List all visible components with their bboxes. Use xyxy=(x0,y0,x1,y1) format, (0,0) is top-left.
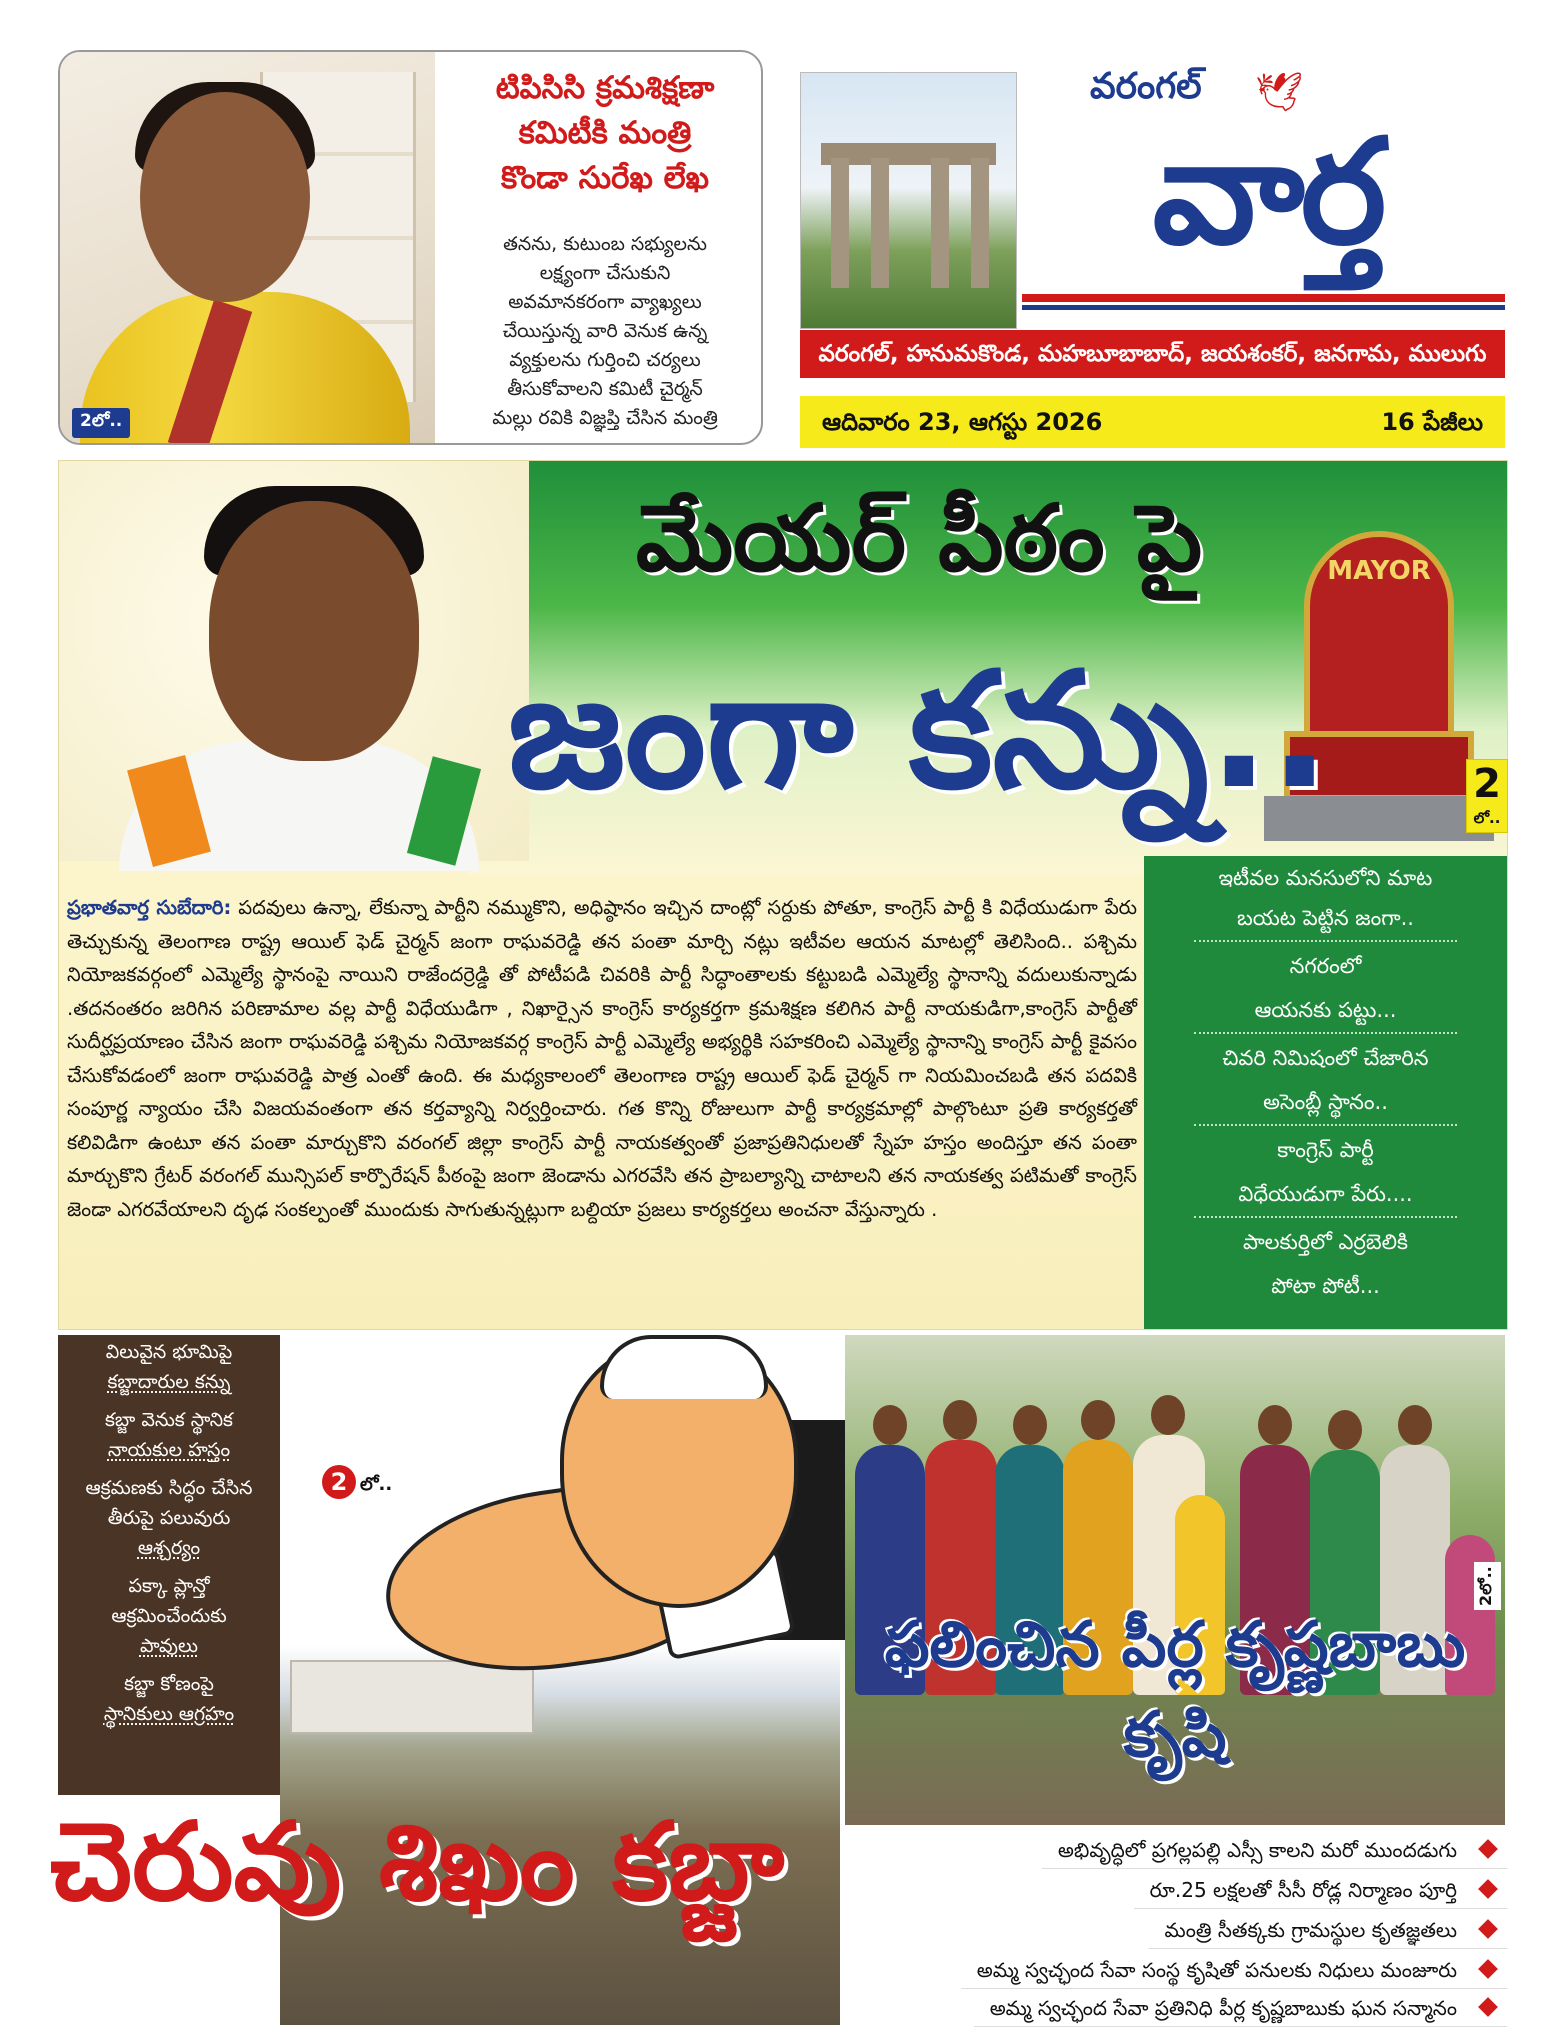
highlight-line: పోటా పోటీ... xyxy=(1271,1274,1380,1298)
page-ref-suffix: లో.. xyxy=(1473,809,1501,827)
page-count: 16 పేజీలు xyxy=(1381,408,1483,436)
bullet-text: అభివృద్ధిలో ప్రగల్లపల్లి ఎస్సీ కాలని మరో ముందడుగు xyxy=(1057,1838,1457,1862)
summary-line: అవమానకరంగా వ్యాఖ్యలు xyxy=(508,291,702,313)
headline-line: టిపిసిసి క్రమశిక్షణా xyxy=(495,70,715,106)
highlight-line: పాలకుర్తిలో ఎర్రబెలికి xyxy=(1243,1230,1408,1254)
mayor-label: MAYOR xyxy=(1327,556,1431,586)
masthead-kicker: వరంగల్ xyxy=(1090,66,1202,107)
top-story-summary xyxy=(455,230,755,433)
newspaper-title: వార్త xyxy=(1152,108,1383,277)
red-diamond-icon xyxy=(1478,1879,1498,1899)
encroachment-highlights xyxy=(58,1335,280,1795)
summary-line: లక్ష్యంగా చేసుకుని xyxy=(539,262,671,284)
divider xyxy=(1194,1124,1457,1126)
leader-photo xyxy=(59,461,529,861)
highlight-line: ఆక్రమించేందుకు xyxy=(111,1605,227,1627)
highlight-line: కాంగ్రెస్ పార్టీ xyxy=(1277,1138,1374,1162)
headline-line: కమిటీకి మంత్రి xyxy=(518,115,692,151)
highlight-line: ఆశ్చర్యం xyxy=(137,1537,201,1559)
bullet-text: అమ్మ స్వచ్ఛంద సేవా సంస్థ కృషితో పనులకు నిధులు మంజూరు xyxy=(976,1958,1457,1982)
highlight-line: పక్కా ప్లాన్తో xyxy=(128,1575,210,1597)
encroachment-page-ref[interactable] xyxy=(322,1465,392,1499)
divider xyxy=(1194,1216,1457,1218)
headline-line: కొండా సురేఖ లేఖ xyxy=(500,160,710,196)
highlight-line: కబ్జా వెనుక స్థానిక xyxy=(105,1409,233,1431)
lead-paragraph: పదవులు ఉన్నా, లేకున్నా పార్టీని నమ్ముకొని, అధిష్ఠానం ఇచ్చిన దాంట్లో సర్దుకు పోతూ, కాంగ్రెస్ పార్టీ కి విధేయుడుగా పేరు తెచ్చుకున్న తెలంగాణ రాష్ట్ర ఆయిల్ ఫెడ్ చైర్మన్ జంగా రాఘవరెడ్డి తన పంతా మార్చి నట్లు ఇటీవల ఆయన మాటల్లో తెలిసింది.. పశ్చిమ నియోజకవర్గంలో ఎమ్మెల్యే స్థానంపై నాయిని రాజేందర్రెడ్డి తో పోటీపడి చివరికి పార్టీ సిద్ధాంతాలకు కట్టుబడి ఎమ్మెల్యే స్థానాన్ని వదులుకున్నాడు .తదనంతరం జరిగిన పరిణామాల వల్ల పార్టీ విధేయుడిగా , నిఖార్సైన కాంగ్రెస్ కార్యకర్తగా క్రమశిక్షణ కలిగిన పార్టీ నాయకుడిగా,కాంగ్రెస్ పార్టీతో సుదీర్ఘప్రయాణం చేసిన జంగా రాఘవరెడ్డి పశ్చిమ నియోజకవర్గ కాంగ్రెస్ పార్టీ ఎమ్మెల్యే అభ్యర్థికి సహకరించి ఎమ్మెల్యే స్థానాన్ని కాంగ్రెస్ పార్టీ కైవసం చేసుకోవడంలో జంగా రాఘవరెడ్డి పాత్ర ఎంతో ఉంది. ఈ మధ్యకాలంలో తెలంగాణ రాష్ట్ర ఆయిల్ ఫెడ్ చైర్మన్ గా నియమించబడి తన పదవికి సంపూర్ణ న్యాయం చేసి విజయవంతంగా తన కర్తవ్యాన్ని నిర్వర్తించారు. గత కొన్ని రోజులుగా పార్టీ కార్యక్రమాల్లో పాల్గొంటూ ప్రతి కార్యకర్తతో కలివిడిగా ఉంటూ తన పంతా మార్చుకొని వరంగల్ జిల్లా కాంగ్రెస్ పార్టీ నాయకత్వంతో ప్రజాప్రతినిధులతో స్నేహ హస్తం అందిస్తూ తన పంతా మార్చుకొని గ్రేటర్ వరంగల్ మున్సిపల్ కార్పొరేషన్ పీఠంపై జంగా జెండాను ఎగరవేసి తన ప్రాబల్యాన్ని చాటాలని తన నాయకత్వ పటిమతో కాంగ్రెస్ జెండా ఎగరవేయాలని దృఢ సంకల్పంతో ముందుకు సాగుతున్నట్లుగా బల్దియా ప్రజలు కార్యకర్తలు అంచనా వేస్తున్నారు . xyxy=(67,896,1137,1221)
highlight-line: స్థానికులు ఆగ్రహం xyxy=(103,1703,235,1725)
top-story-page-ref[interactable]: 2లో.. xyxy=(72,408,130,438)
red-diamond-icon xyxy=(1478,1997,1498,2017)
byline: ప్రభాతవార్త సుబేదారి: xyxy=(67,896,232,919)
encroachment-headline[interactable]: చెరువు శిఖం కబ్జా xyxy=(50,1800,785,1925)
summary-line: తనను, కుటుంబ సభ్యులను xyxy=(503,233,707,255)
page-ref-number: 2 xyxy=(322,1465,356,1499)
masthead-rule xyxy=(1022,294,1505,302)
summary-line: వ్యక్తులను గుర్తించి చర్యలు xyxy=(509,349,701,371)
bullet-text: రూ.25 లక్షలతో సీసీ రోడ్ల నిర్మాణం పూర్తి xyxy=(1149,1878,1457,1902)
red-diamond-icon xyxy=(1478,1839,1498,1859)
highlight-line: చివరి నిమిషంలో చేజారిన xyxy=(1222,1046,1429,1070)
highlight-line: విధేయుడుగా పేరు.... xyxy=(1238,1182,1413,1206)
summary-line: మల్లు రవికి విజ్ఞప్తి చేసిన మంత్రి xyxy=(492,407,718,429)
bullet-point xyxy=(1042,1832,1507,1869)
lead-headline[interactable]: జంగా కన్ను.. xyxy=(507,637,1331,824)
lead-kicker: మేయర్ పీఠం పై xyxy=(635,485,1203,592)
date-bar xyxy=(800,396,1505,448)
divider xyxy=(1194,940,1457,942)
krishnababu-page-ref[interactable]: 2లో.. xyxy=(1474,1562,1501,1610)
lead-page-ref[interactable] xyxy=(1466,759,1508,833)
summary-line: చేయిస్తున్న వారి వెనుక ఉన్న xyxy=(502,320,708,342)
kakatiya-arch-photo xyxy=(800,72,1017,329)
highlight-line: ఇటీవల మనసులోని మాట xyxy=(1218,866,1433,890)
minister-photo xyxy=(60,52,435,445)
lead-highlights xyxy=(1144,856,1507,1329)
highlight-line: ఆయనకు పట్టు... xyxy=(1254,998,1397,1022)
edition-districts: వరంగల్, హనుమకొండ, మహబూబాబాద్, జయశంకర్, జనగామ, ములుగు xyxy=(800,330,1505,378)
highlight-line: విలువైన భూమిపై xyxy=(105,1341,233,1363)
bullet-text: అమ్మ స్వచ్ఛంద సేవా ప్రతినిధి పీర్ల కృష్ణబాబుకు ఘన సన్మానం xyxy=(989,1996,1457,2020)
highlight-line: అసెంబ్లీ స్థానం.. xyxy=(1263,1090,1388,1114)
highlight-line: ఆక్రమణకు సిద్ధం చేసిన xyxy=(85,1477,253,1499)
lead-body-text xyxy=(67,891,1137,1226)
highlight-line: పావులు xyxy=(139,1635,198,1657)
highlight-line: నగరంలో xyxy=(1289,954,1362,978)
bullet-point xyxy=(961,1952,1507,1989)
lead-story[interactable] xyxy=(58,460,1508,1330)
highlight-line: నాయకుల హస్తం xyxy=(107,1439,231,1461)
highlight-line: తీరుపై పలువురు xyxy=(107,1507,231,1529)
top-story-headline[interactable] xyxy=(455,66,755,201)
highlight-line: కబ్జా కోణంపై xyxy=(124,1673,214,1695)
masthead-rule xyxy=(1022,305,1505,310)
top-story-box[interactable] xyxy=(58,50,763,445)
red-diamond-icon xyxy=(1478,1919,1498,1939)
highlight-line: బయట పెట్టిన జంగా.. xyxy=(1237,906,1414,930)
bullet-point xyxy=(1149,1912,1507,1949)
summary-line: తీసుకోవాలని కమిటీ చైర్మన్ xyxy=(507,378,703,400)
red-diamond-icon xyxy=(1478,1959,1498,1979)
issue-date: ఆదివారం 23, ఆగస్టు 2026 xyxy=(822,408,1103,436)
background-building xyxy=(290,1660,534,1734)
page-ref-number: 2 xyxy=(1473,761,1501,807)
masthead xyxy=(790,62,1505,392)
divider xyxy=(1194,1032,1457,1034)
cartoon-hair xyxy=(600,1335,768,1399)
highlight-line: కబ్జాదారుల కన్ను xyxy=(107,1371,231,1393)
bullet-point xyxy=(1134,1872,1507,1909)
bullet-point xyxy=(974,1990,1507,2027)
dove-logo-icon: 🕊 xyxy=(1255,70,1304,114)
krishnababu-headline[interactable]: ఫలించిన పీర్ల కృష్ణబాబు కృషి xyxy=(884,1608,1466,1771)
bullet-text: మంత్రి సీతక్కకు గ్రామస్థుల కృతజ్ఞతలు xyxy=(1164,1918,1457,1942)
page-ref-suffix: లో.. xyxy=(360,1474,393,1495)
